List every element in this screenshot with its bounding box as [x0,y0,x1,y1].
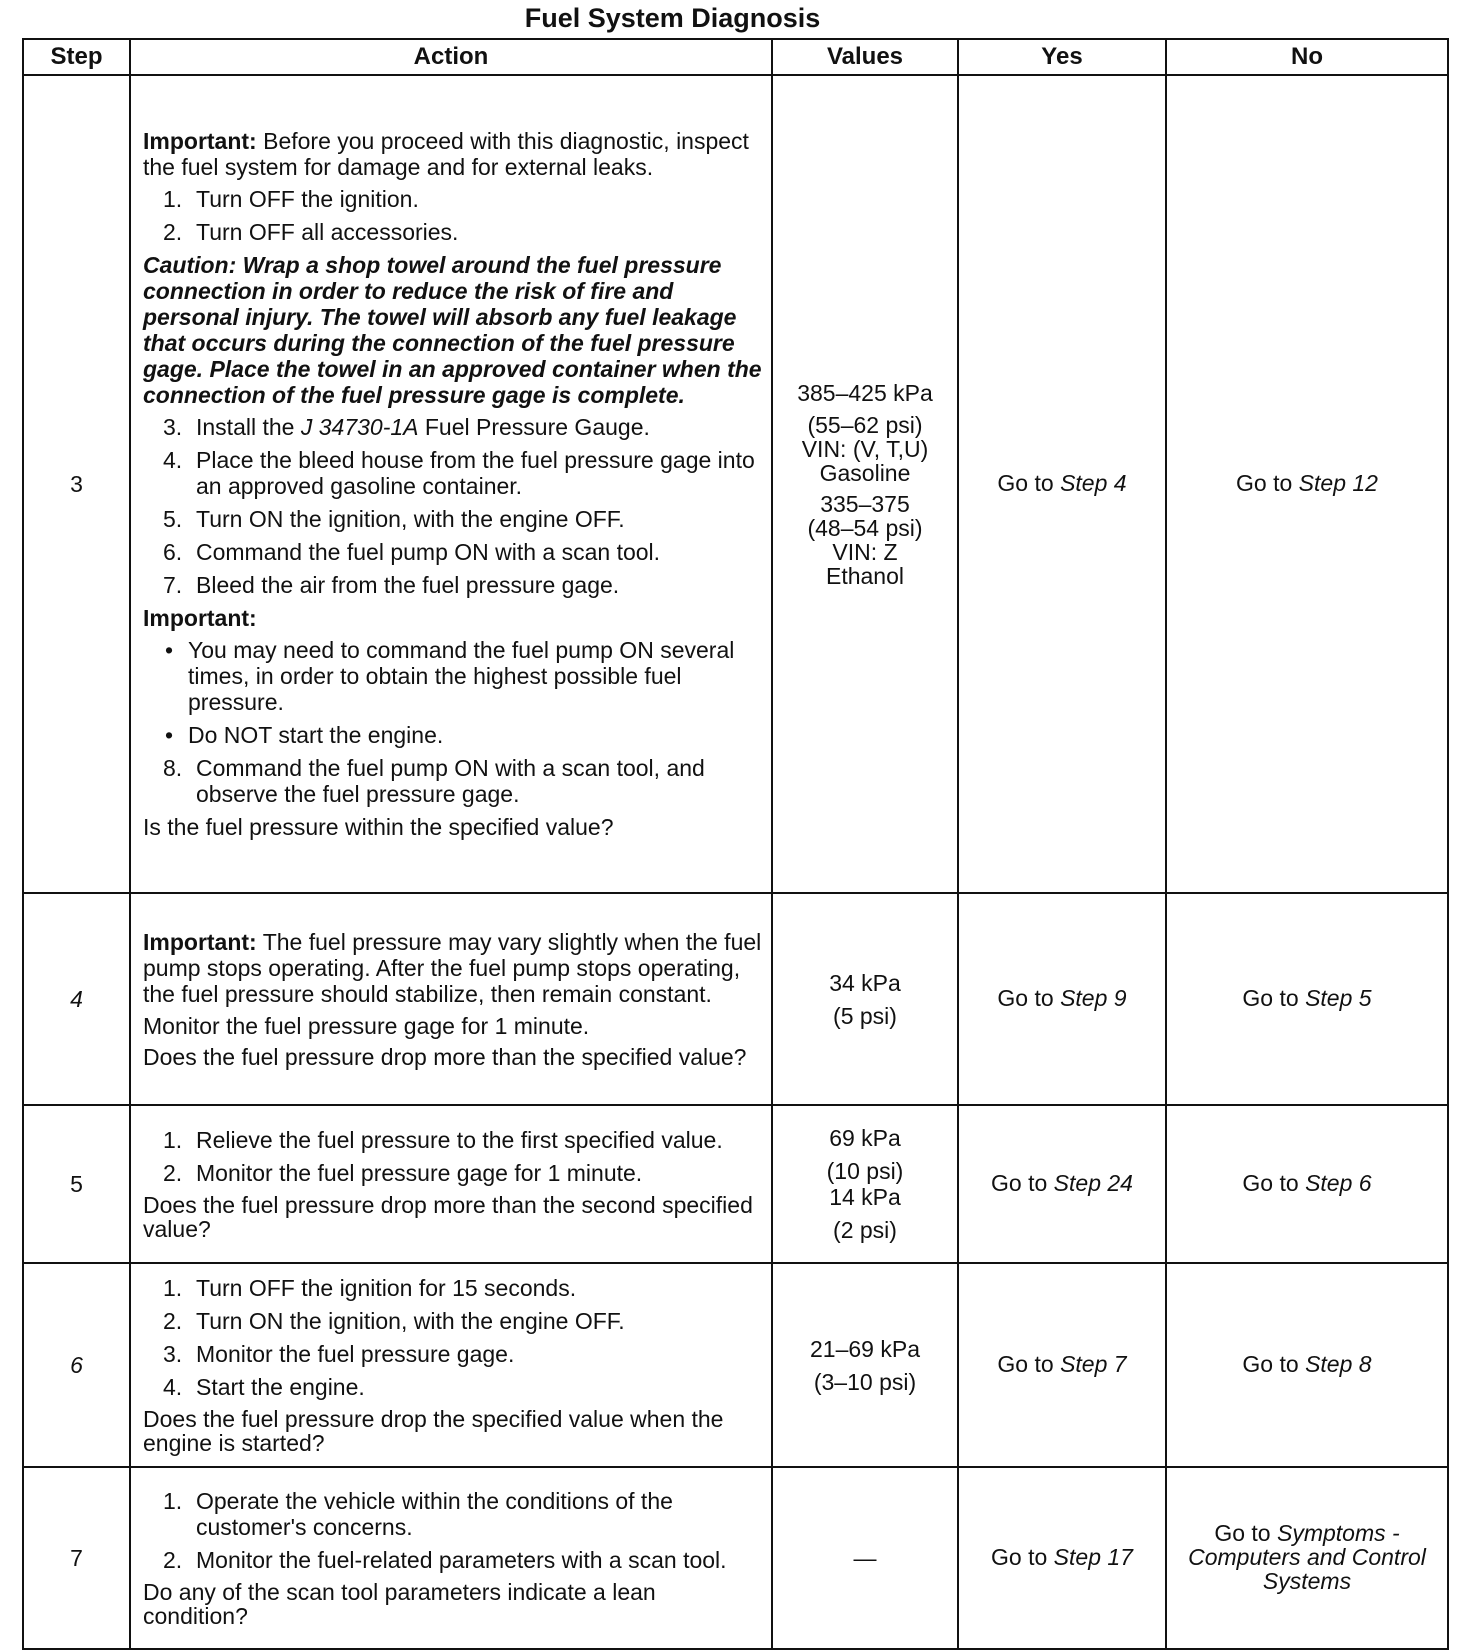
no-cell: Go to Step 8 [1166,1263,1448,1467]
caution-note: Caution: Wrap a shop towel around the fuel pressure connection in order to reduce the risk of fire and personal injury. The towel will absorb any fuel leakage that occurs during the connection of the fuel pressure gage. Place the towel in an approved container when the connection of the fuel pressure gage is complete. [143,252,762,408]
no-cell: Go to Step 5 [1166,893,1448,1105]
action-cell [130,1263,772,1467]
values-cell: 21–69 kPa (3–10 psi) [772,1263,958,1467]
important-label: Important: [143,128,257,154]
values-cell: 385–425 kPa (55–62 psi) VIN: (V, T,U) Gasoline 335–375 (48–54 psi) VIN: Z Ethanol [772,75,958,893]
yes-cell: Go to Step 9 [958,893,1166,1105]
step-link[interactable]: Step 8 [1305,1350,1372,1377]
table-row [23,1263,1448,1467]
list-item: 6. Command the fuel pump ON with a scan tool. [163,539,661,565]
question: Does the fuel pressure drop more than the specified value? [143,1044,747,1070]
step-number: 6 [23,1263,130,1467]
table-row [23,1105,1448,1263]
step-link[interactable]: Step 4 [1060,469,1127,496]
yes-cell: Go to Step 17 [958,1467,1166,1649]
step-link[interactable]: Step 6 [1305,1169,1372,1196]
no-cell: Go to Step 12 [1166,75,1448,893]
step-link[interactable]: Symptoms - Computers and Control Systems [1188,1519,1426,1594]
step-link[interactable]: Step 17 [1053,1543,1133,1570]
values-cell: 69 kPa (10 psi) 14 kPa (2 psi) [772,1105,958,1263]
yes-cell: Go to Step 24 [958,1105,1166,1263]
page-title: Fuel System Diagnosis [524,3,821,33]
yes-cell: Go to Step 4 [958,75,1166,893]
list-item: 1. Operate the vehicle within the conditions of the customer's concerns. [163,1488,673,1540]
values-cell: 34 kPa (5 psi) [772,893,958,1105]
question: Do any of the scan tool parameters indicate a lean condition? [143,1579,656,1629]
header-step: Step [23,39,130,75]
header-no: No [1166,39,1448,75]
step-link[interactable]: Step 7 [1060,1350,1127,1377]
table-row [23,893,1448,1105]
list-item: 3. Install the J 34730-1A Fuel Pressure Gauge. [163,414,650,440]
no-cell: Go to Symptoms - Computers and Control Systems [1166,1467,1448,1649]
list-item: 1. Turn OFF the ignition. [163,186,419,212]
important-note [143,128,765,180]
action-cell [130,1467,772,1649]
list-item: 4. Start the engine. [163,1374,365,1400]
question: Is the fuel pressure within the specified value? [143,814,614,840]
action-cell [130,1105,772,1263]
important-text: Before you proceed with this diagnostic, inspect the fuel system for damage and for external leaks. [143,128,749,180]
action-cell [130,75,772,893]
step-number: 5 [23,1105,130,1263]
question: Does the fuel pressure drop the specified value when the engine is started? [143,1406,724,1456]
step-number: 4 [23,893,130,1105]
list-item: 2. Turn ON the ignition, with the engine OFF. [163,1308,625,1334]
list-item: 2. Turn OFF all accessories. [163,219,459,245]
important-note: Important: The fuel pressure may vary slightly when the fuel pump stops operating. After the fuel pump stops operating, the fuel pressure should stabilize, then remain constant. [143,929,762,1007]
step-link[interactable]: Step 24 [1053,1169,1133,1196]
important-label: Important: [143,929,257,955]
header-row [23,39,1448,75]
tool-reference: J 34730-1A [300,414,419,440]
question: Does the fuel pressure drop more than the second specified value? [143,1192,753,1242]
table-row [23,1467,1448,1649]
list-item: 7. Bleed the air from the fuel pressure gage. [163,572,620,598]
step-number: 7 [23,1467,130,1649]
step-link[interactable]: Step 9 [1060,984,1127,1011]
no-cell: Go to Step 6 [1166,1105,1448,1263]
list-item: 4. Place the bleed house from the fuel pressure gage into an approved gasoline container. [163,447,755,499]
important-label: Important: [143,605,257,631]
bullet-item: • Do NOT start the engine. [165,722,444,748]
list-item: 1. Relieve the fuel pressure to the first specified value. [163,1127,723,1153]
action-cell [130,893,772,1105]
list-item: 2. Monitor the fuel-related parameters with a scan tool. [163,1547,727,1573]
header-action: Action [130,39,772,75]
monitor-text: Monitor the fuel pressure gage for 1 minute. [143,1013,590,1039]
list-item: 3. Monitor the fuel pressure gage. [163,1341,515,1367]
yes-cell: Go to Step 7 [958,1263,1166,1467]
list-item: 5. Turn ON the ignition, with the engine OFF. [163,506,625,532]
list-item: 1. Turn OFF the ignition for 15 seconds. [163,1275,577,1301]
header-yes: Yes [958,39,1166,75]
list-item: 8. Command the fuel pump ON with a scan tool, and observe the fuel pressure gage. [163,755,705,807]
diagnosis-table [22,38,1449,1650]
step-link[interactable]: Step 5 [1305,984,1372,1011]
step-number: 3 [23,75,130,893]
header-values: Values [772,39,958,75]
table-row [23,75,1448,893]
bullet-item: • You may need to command the fuel pump ON several times, in order to obtain the highest possible fuel pressure. [165,637,735,715]
list-item: 2. Monitor the fuel pressure gage for 1 minute. [163,1160,643,1186]
step-link[interactable]: Step 12 [1298,469,1378,496]
values-cell: — [772,1467,958,1649]
